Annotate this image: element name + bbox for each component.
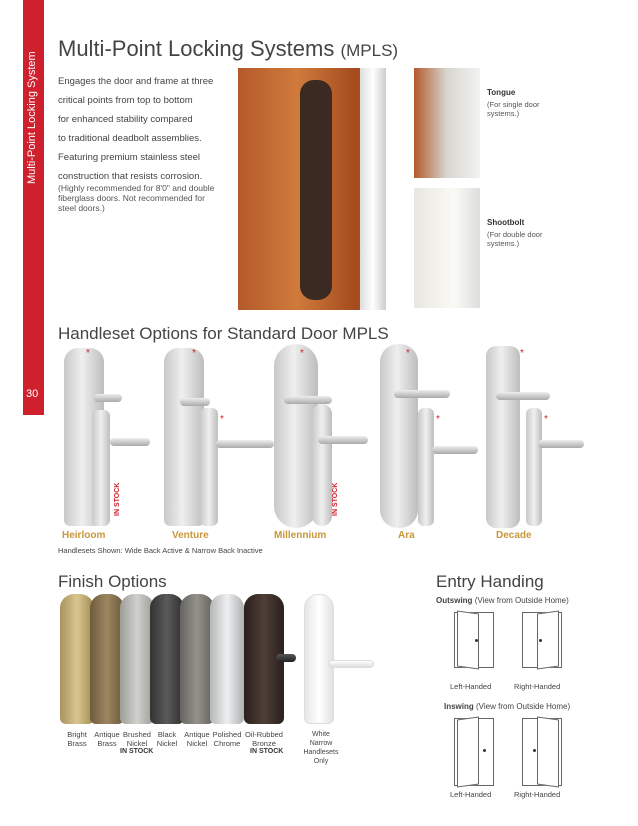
- inswing-left-door: [454, 718, 494, 786]
- finish-plate-antique-brass: [90, 594, 124, 724]
- shootbolt-photo: [414, 188, 480, 308]
- outswing-right-label: Right-Handed: [514, 682, 561, 691]
- finish-plate-brushed-nickel: [120, 594, 154, 724]
- inswing-left-knob: [483, 749, 486, 752]
- finish-plate-bright-brass: [60, 594, 94, 724]
- style-name-venture: Venture: [172, 530, 209, 541]
- venture-star-1: *: [192, 348, 196, 359]
- ara-narrow-lever: [432, 446, 478, 454]
- outswing-left-knob: [475, 639, 478, 642]
- finish-label-polished-chrome: Polished Chrome: [212, 730, 242, 748]
- venture-lever: [180, 398, 210, 406]
- style-name-decade: Decade: [496, 530, 532, 541]
- ara-lever: [394, 390, 450, 398]
- decade-wide-plate: [486, 346, 520, 528]
- decade-narrow-plate: [526, 408, 542, 526]
- inswing-right-door: [522, 718, 562, 786]
- heirloom-lever: [94, 394, 122, 402]
- white-lever: [328, 660, 374, 668]
- intro-line: to traditional deadbolt assemblies.: [58, 133, 202, 144]
- inswing-right-knob: [533, 749, 536, 752]
- intro-note: (Highly recommended for 8'0" and double fiberglass doors. Not recommended for steel doors.): [58, 183, 215, 213]
- inswing-note: (View from Outside Home): [476, 702, 571, 711]
- finish-label-oil-rubbed-bronze: Oil-Rubbed Bronze: [245, 730, 283, 748]
- venture-wide-plate: [164, 348, 204, 526]
- page-title: [58, 36, 398, 62]
- finish-label-bright-brass: Bright Brass: [67, 730, 87, 748]
- inswing-label: Inswing: [444, 702, 474, 711]
- inswing-right-leaf: [537, 716, 559, 787]
- outswing-left-label: Left-Handed: [450, 682, 492, 691]
- inswing-left-label: Left-Handed: [450, 790, 492, 799]
- inswing-heading: [444, 702, 570, 711]
- millennium-instock: IN STOCK: [332, 482, 339, 516]
- venture-star-2: *: [220, 414, 224, 425]
- finish-label-brushed-nickel: Brushed Nickel: [123, 730, 151, 748]
- handleset-section-title: Handleset Options for Standard Door MPLS: [58, 324, 389, 343]
- style-name-heirloom: Heirloom: [62, 530, 106, 541]
- entry-handing-title: Entry Handing: [436, 572, 544, 591]
- ara-wide-plate: [380, 344, 418, 528]
- outswing-left-door: [454, 612, 494, 668]
- finish-label-antique-nickel: Antique Nickel: [184, 730, 210, 748]
- title-main: Multi-Point Locking Systems: [58, 36, 335, 61]
- decade-star-1: *: [520, 348, 524, 359]
- decade-narrow-lever: [538, 440, 584, 448]
- bronze-lever: [276, 654, 296, 662]
- ara-star-2: *: [436, 414, 440, 425]
- tongue-desc: (For single door systems.): [487, 100, 540, 118]
- intro-line: Engages the door and frame at three: [58, 76, 214, 87]
- tongue-title: Tongue: [487, 88, 516, 97]
- millennium-lever: [284, 396, 332, 404]
- handleset-caption: Handlesets Shown: Wide Back Active & Narrow Back Inactive: [58, 546, 263, 555]
- sidebar: [0, 0, 44, 826]
- decade-star-2: *: [544, 414, 548, 425]
- style-name-millennium: Millennium: [274, 530, 327, 541]
- shootbolt-title: Shootbolt: [487, 218, 525, 227]
- heirloom-narrow-plate: [92, 410, 110, 526]
- intro-line: construction that resists corrosion.: [58, 171, 203, 182]
- intro-line: for enhanced stability compared: [58, 114, 193, 125]
- heirloom-instock: IN STOCK: [114, 482, 121, 516]
- finish-plate-white: [304, 594, 334, 724]
- intro-text: [58, 72, 258, 186]
- lock-strip-photo: [360, 68, 386, 310]
- finish-label-white: White Narrow Handlesets Only: [303, 731, 339, 765]
- inswing-right-label: Right-Handed: [514, 790, 561, 799]
- millennium-narrow-plate: [312, 404, 332, 526]
- shootbolt-desc: (For double door systems.): [487, 230, 543, 248]
- venture-narrow-plate: [200, 408, 218, 526]
- outswing-label: Outswing: [436, 596, 473, 605]
- outswing-right-door: [522, 612, 562, 668]
- outswing-right-knob: [539, 639, 542, 642]
- handleset-photo: [300, 80, 332, 300]
- style-name-ara: Ara: [398, 530, 415, 541]
- ara-star-1: *: [406, 348, 410, 359]
- venture-narrow-lever: [216, 440, 274, 448]
- brushed-nickel-instock: IN STOCK: [120, 748, 154, 755]
- finish-section-title: Finish Options: [58, 572, 167, 591]
- inswing-left-leaf: [457, 716, 479, 787]
- section-title-vertical: Multi-Point Locking System: [26, 51, 38, 184]
- heirloom-narrow-lever: [110, 438, 150, 446]
- outswing-note: (View from Outside Home): [474, 596, 569, 605]
- bronze-instock: IN STOCK: [250, 748, 284, 755]
- decade-lever: [496, 392, 550, 400]
- finish-label-antique-brass: Antique Brass: [94, 730, 120, 748]
- outswing-heading: [436, 596, 569, 605]
- finish-plate-black-nickel: [150, 594, 184, 724]
- page-number: 30: [26, 388, 39, 400]
- title-suffix: (MPLS): [340, 41, 399, 60]
- heirloom-star: *: [86, 348, 90, 359]
- millennium-narrow-lever: [318, 436, 368, 444]
- finish-plate-polished-chrome: [210, 594, 244, 724]
- tongue-photo: [414, 68, 480, 178]
- finish-label-black-nickel: Black Nickel: [156, 730, 178, 748]
- millennium-star: *: [300, 348, 304, 359]
- intro-line: Featuring premium stainless steel: [58, 152, 201, 163]
- intro-line: critical points from top to bottom: [58, 95, 193, 106]
- finish-plate-antique-nickel: [180, 594, 214, 724]
- ara-narrow-plate: [418, 408, 434, 526]
